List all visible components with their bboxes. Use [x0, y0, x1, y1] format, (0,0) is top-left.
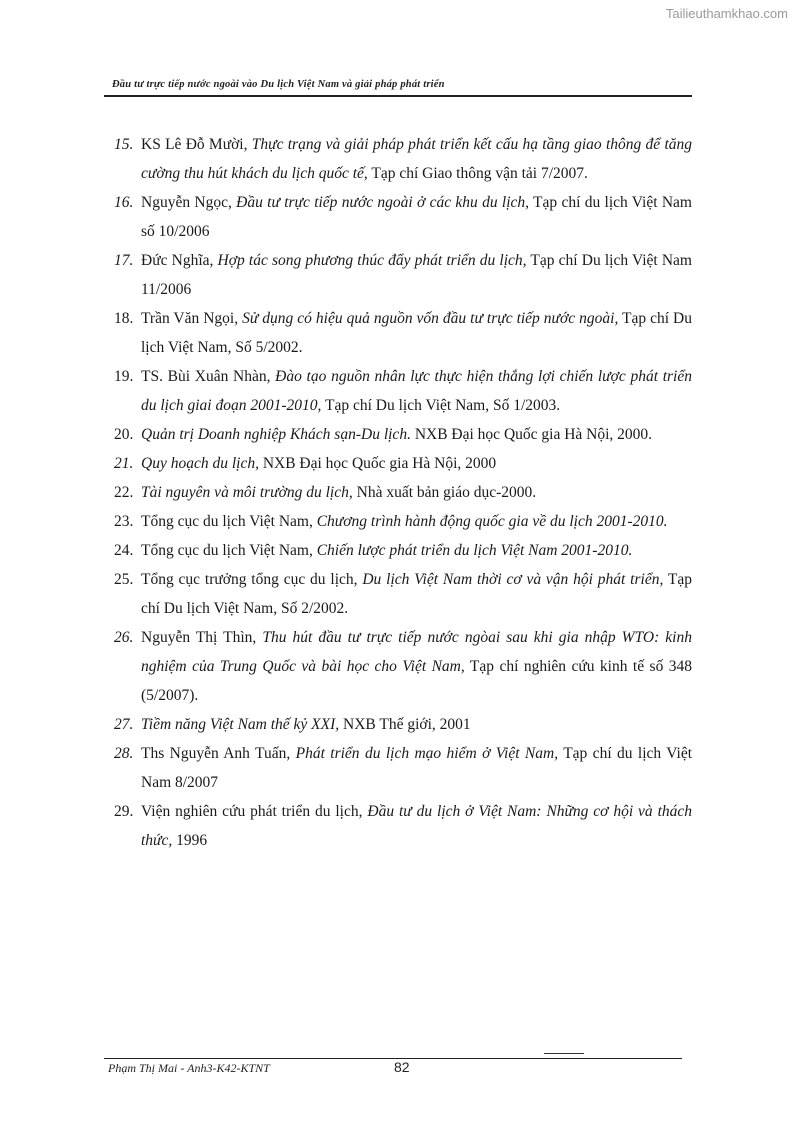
- reference-item: [114, 507, 692, 536]
- reference-item: [114, 449, 692, 478]
- reference-author: Tổng cục du lịch Việt Nam,: [141, 542, 317, 559]
- reference-author: Nguyễn Ngọc,: [141, 194, 237, 211]
- reference-number: 25.: [114, 571, 134, 588]
- reference-title: Tiềm năng Việt Nam thế kỷ XXI,: [141, 716, 340, 733]
- reference-number: 22.: [114, 484, 134, 501]
- reference-item: [114, 739, 692, 797]
- reference-source: Tạp chí Du lịch Việt Nam 11/2006: [141, 252, 692, 298]
- reference-title: Đào tạo nguồn nhân lực thực hiện thắng lợi chiến lược phát triển du lịch giai đoạn 2001-2010,: [141, 368, 692, 414]
- reference-number: 28.: [114, 745, 134, 762]
- reference-author: Viện nghiên cứu phát triển du lịch,: [141, 803, 368, 820]
- reference-source: Tạp chí Giao thông vận tải 7/2007.: [367, 165, 588, 182]
- reference-source: NXB Đại học Quốc gia Hà Nội, 2000: [258, 455, 497, 472]
- reference-number: 17.: [114, 252, 134, 269]
- reference-author: Nguyễn Thị Thìn,: [141, 629, 263, 646]
- reference-title: Chương trình hành động quốc gia về du lịch 2001-2010.: [316, 513, 668, 530]
- reference-number: 20.: [114, 426, 134, 443]
- reference-source: Nhà xuất bản giáo dục-2000.: [352, 484, 537, 501]
- reference-title: Thực trạng và giải pháp phát triển kết cấu hạ tầng giao thông để tăng cường thu hút khách du lịch quốc tế,: [141, 136, 692, 182]
- reference-item: [114, 710, 692, 739]
- reference-author: KS Lê Đỗ Mười,: [141, 136, 252, 153]
- reference-author: Đức Nghĩa,: [141, 252, 218, 269]
- reference-item: [114, 130, 692, 188]
- running-header-title: Đầu tư trực tiếp nước ngoài vào Du lịch Việt Nam và giải pháp phát triển: [112, 79, 445, 90]
- reference-number: 27.: [114, 716, 134, 733]
- reference-item: [114, 623, 692, 710]
- reference-title: Quy hoạch du lịch,: [141, 455, 259, 472]
- reference-source: Tạp chí Du lịch Việt Nam, Số 1/2003.: [321, 397, 561, 414]
- reference-number: 24.: [114, 542, 134, 559]
- reference-title: Đầu tư trực tiếp nước ngoài ở các khu du lịch,: [236, 194, 530, 211]
- reference-source: Tạp chí Du lịch Việt Nam, Số 2/2002.: [141, 571, 693, 617]
- reference-source: Tạp chí nghiên cứu kinh tế số 348 (5/2007).: [141, 658, 693, 704]
- reference-source: NXB Đại học Quốc gia Hà Nội, 2000.: [410, 426, 653, 443]
- footer-mark: [544, 1053, 584, 1054]
- reference-title: Tài nguyên và môi trường du lịch,: [141, 484, 353, 501]
- footer-author: Phạm Thị Mai - Anh3-K42-KTNT: [108, 1061, 270, 1075]
- reference-source: Tạp chí du lịch Việt Nam số 10/2006: [141, 194, 692, 240]
- reference-title: Thu hút đầu tư trực tiếp nước ngòai sau khi gia nhập WTO: kinh nghiệm của Trung Quốc và bài học cho Việt Nam,: [141, 629, 692, 675]
- reference-source: Tạp chí du lịch Việt Nam 8/2007: [141, 745, 693, 791]
- reference-item: [114, 246, 692, 304]
- reference-author: TS. Bùi Xuân Nhàn,: [141, 368, 276, 385]
- reference-number: 26.: [114, 629, 134, 646]
- reference-item: [114, 304, 692, 362]
- header-divider: [104, 95, 692, 97]
- reference-number: 18.: [114, 310, 134, 327]
- reference-number: 19.: [114, 368, 134, 385]
- reference-item: [114, 536, 692, 565]
- reference-title: Sử dụng có hiệu quả nguồn vốn đầu tư trực tiếp nước ngoài,: [242, 310, 619, 327]
- reference-author: Tổng cục du lịch Việt Nam,: [141, 513, 317, 530]
- watermark-text: Tailieuthamkhao.com: [665, 6, 788, 21]
- reference-number: 15.: [114, 136, 134, 153]
- reference-number: 23.: [114, 513, 134, 530]
- reference-item: [114, 420, 692, 449]
- reference-item: [114, 188, 692, 246]
- reference-title: Chiến lược phát triển du lịch Việt Nam 2001-2010.: [316, 542, 633, 559]
- reference-list: [114, 130, 692, 855]
- reference-author: Tổng cục trưởng tổng cục du lịch,: [141, 571, 363, 588]
- reference-item: [114, 565, 692, 623]
- reference-number: 21.: [114, 455, 134, 472]
- reference-source: NXB Thế giới, 2001: [339, 716, 471, 733]
- reference-source: 1996: [172, 832, 208, 849]
- reference-item: [114, 797, 692, 855]
- reference-author: Ths Nguyễn Anh Tuấn,: [141, 745, 296, 762]
- reference-item: [114, 362, 692, 420]
- reference-source: Tạp chí Du lịch Việt Nam, Số 5/2002.: [141, 310, 692, 356]
- reference-number: 16.: [114, 194, 134, 211]
- reference-title: Quản trị Doanh nghiệp Khách sạn-Du lịch.: [141, 426, 411, 443]
- reference-number: 29.: [114, 803, 134, 820]
- reference-title: Đầu tư du lịch ở Việt Nam: Những cơ hội và thách thức,: [141, 803, 693, 849]
- reference-title: Du lịch Việt Nam thời cơ và vận hội phát triển,: [362, 571, 664, 588]
- footer-divider: [104, 1058, 682, 1059]
- page-number: 82: [394, 1059, 410, 1075]
- reference-title: Phát triển du lịch mạo hiểm ở Việt Nam,: [295, 745, 559, 762]
- reference-title: Hợp tác song phương thúc đẩy phát triển du lịch,: [217, 252, 527, 269]
- reference-author: Trần Văn Ngọi,: [141, 310, 243, 327]
- reference-item: [114, 478, 692, 507]
